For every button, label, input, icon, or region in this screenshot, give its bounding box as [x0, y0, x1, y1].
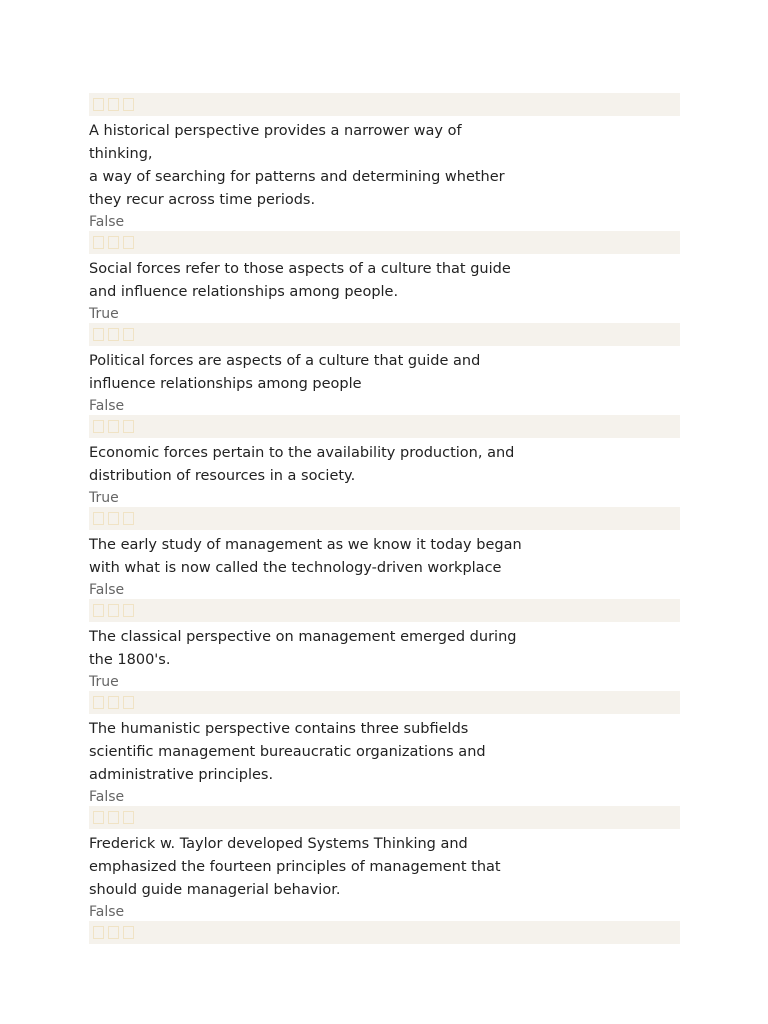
missing-glyph-icon	[93, 604, 104, 617]
question-text: Frederick w. Taylor developed Systems Thinking and emphasized the fourteen principles of management that should guide managerial behavior.	[89, 836, 501, 898]
missing-glyph-icon	[93, 236, 104, 249]
separator-bar	[89, 921, 680, 944]
question-text: The humanistic perspective contains three subfields scientific management bureaucratic organizations and administrative principles.	[89, 721, 486, 783]
answer-text: True	[89, 306, 119, 322]
missing-glyph-icon	[108, 512, 119, 525]
question-text: A historical perspective provides a narrower way of thinking, a way of searching for patterns and determining whether they recur across time periods.	[89, 123, 505, 208]
missing-glyph-icon	[123, 926, 134, 939]
separator-bar	[89, 323, 680, 346]
separator-bar	[89, 691, 680, 714]
missing-glyph-icon	[123, 696, 134, 709]
question-text: The classical perspective on management emerged during the 1800's.	[89, 629, 517, 668]
separator-bar	[89, 806, 680, 829]
flashcard-list	[89, 93, 680, 944]
question-text: Political forces are aspects of a culture that guide and influence relationships among people	[89, 353, 481, 392]
answer-text: False	[89, 904, 125, 920]
missing-glyph-icon	[108, 811, 119, 824]
missing-glyph-icon	[123, 328, 134, 341]
missing-glyph-icon	[93, 811, 104, 824]
missing-glyph-icon	[123, 98, 134, 111]
missing-glyph-icon	[93, 926, 104, 939]
answer-text: False	[89, 214, 125, 230]
missing-glyph-icon	[93, 98, 104, 111]
separator-bar	[89, 415, 680, 438]
missing-glyph-icon	[108, 696, 119, 709]
separator-bar	[89, 599, 680, 622]
missing-glyph-icon	[108, 236, 119, 249]
missing-glyph-icon	[108, 604, 119, 617]
separator-bar	[89, 93, 680, 116]
answer-text: False	[89, 789, 125, 805]
missing-glyph-icon	[123, 512, 134, 525]
separator-bar	[89, 231, 680, 254]
missing-glyph-icon	[108, 926, 119, 939]
question-text: The early study of management as we know it today began with what is now called the technology-driven workplace	[89, 537, 522, 576]
missing-glyph-icon	[93, 512, 104, 525]
answer-text: False	[89, 582, 125, 598]
missing-glyph-icon	[123, 604, 134, 617]
answer-text: False	[89, 398, 125, 414]
answer-text: True	[89, 490, 119, 506]
missing-glyph-icon	[123, 236, 134, 249]
missing-glyph-icon	[93, 420, 104, 433]
missing-glyph-icon	[108, 328, 119, 341]
answer-text: True	[89, 674, 119, 690]
missing-glyph-icon	[93, 328, 104, 341]
missing-glyph-icon	[108, 420, 119, 433]
missing-glyph-icon	[108, 98, 119, 111]
missing-glyph-icon	[123, 811, 134, 824]
missing-glyph-icon	[123, 420, 134, 433]
question-text: Economic forces pertain to the availability production, and distribution of resources in a society.	[89, 445, 515, 484]
missing-glyph-icon	[93, 696, 104, 709]
question-text: Social forces refer to those aspects of a culture that guide and influence relationships among people.	[89, 261, 511, 300]
separator-bar	[89, 507, 680, 530]
